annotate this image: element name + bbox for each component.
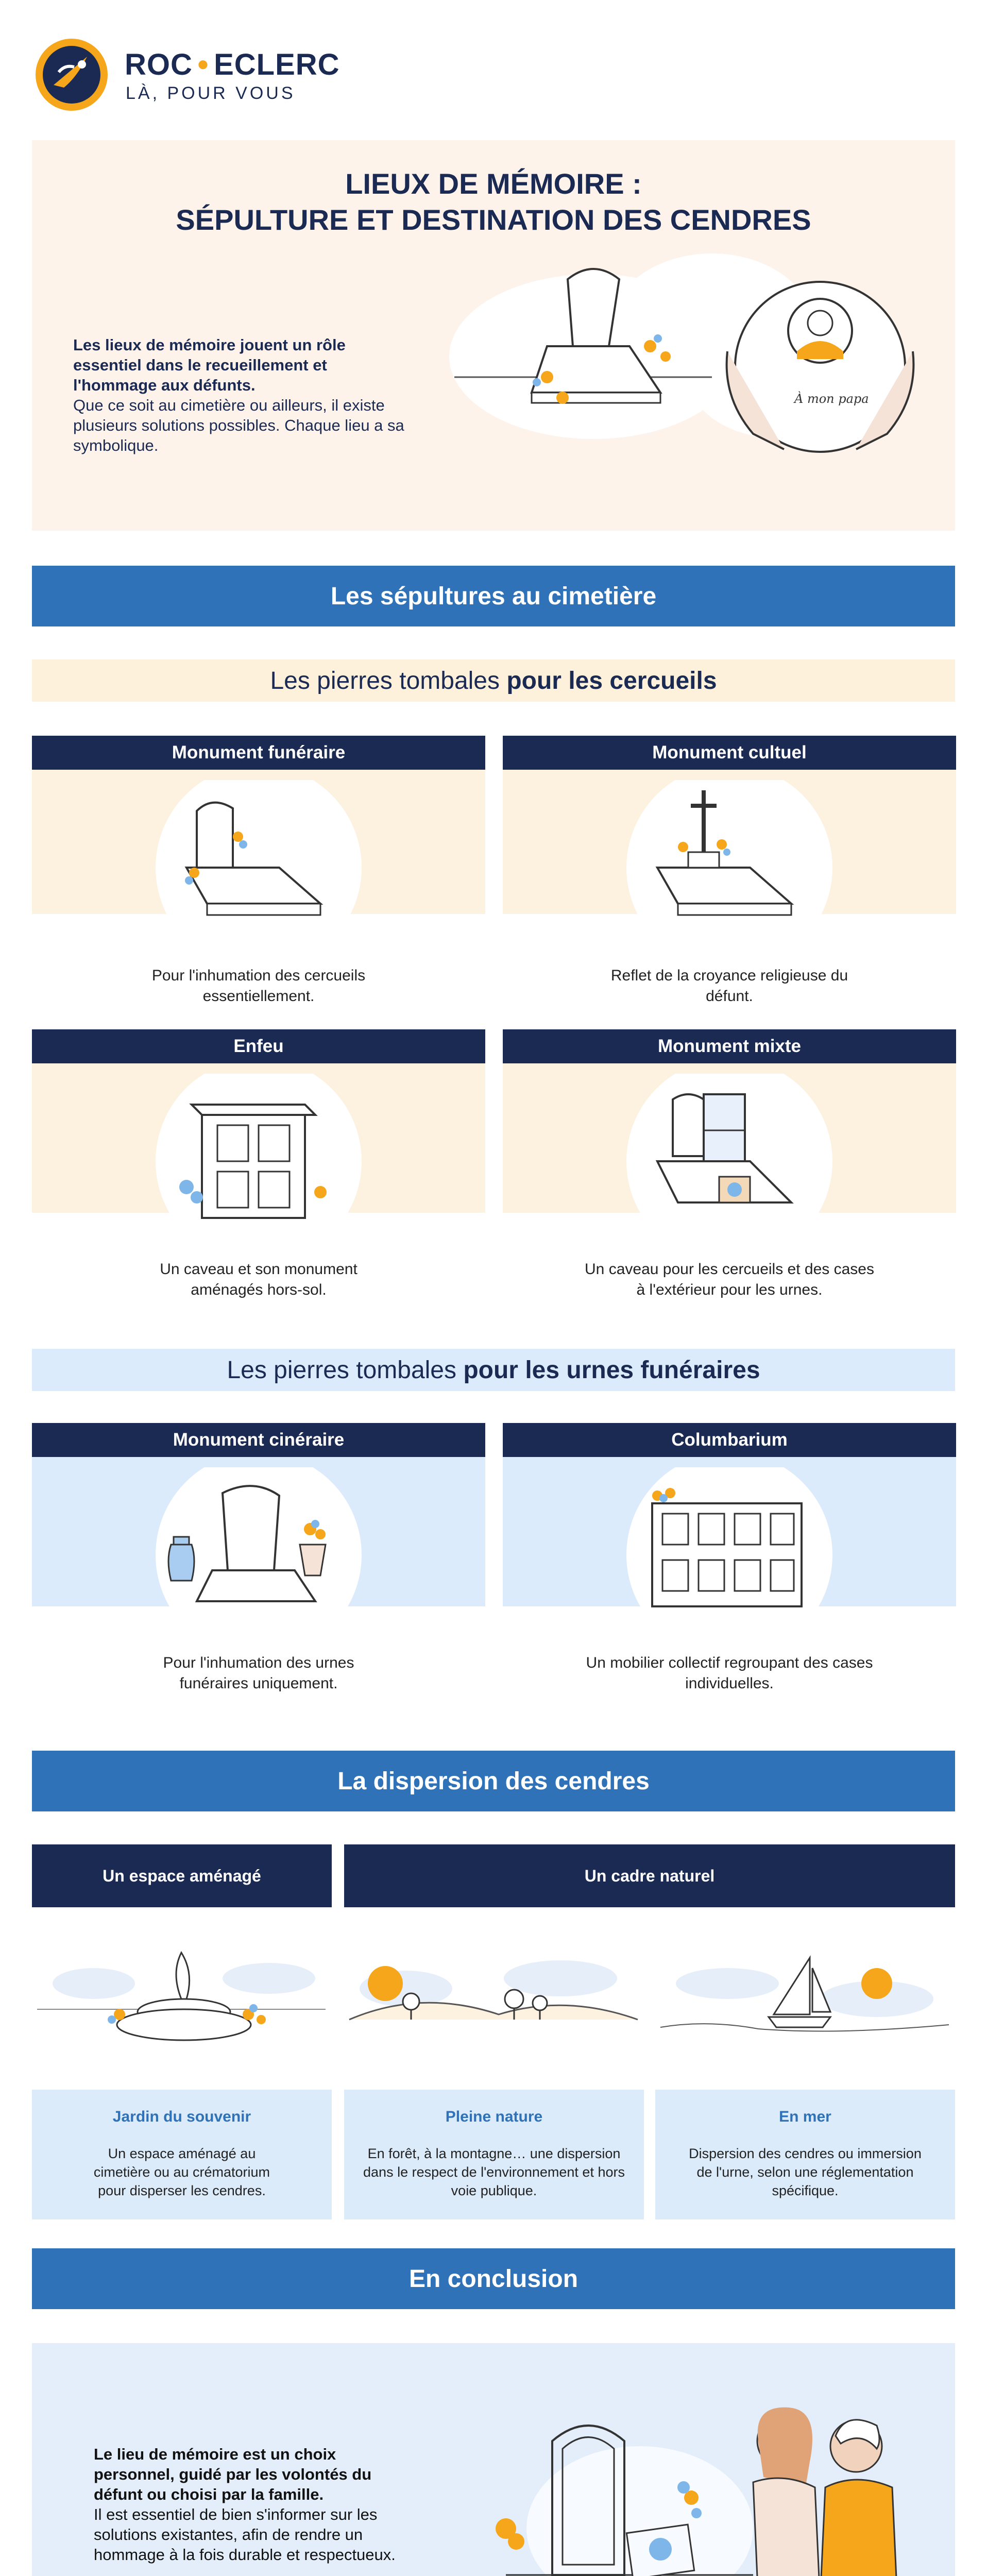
card-caption: Un mobilier collectif regroupant des cases individuelles.	[586, 1654, 873, 1692]
card-monument-cineraire	[32, 1423, 485, 1701]
intro-bold-text: Les lieux de mémoire jouent un rôle essentiel dans le recueillement et l'hommage aux défunts.	[73, 336, 346, 394]
box-text: Un espace aménagé au cimetière ou au crématorium pour disperser les cendres.	[93, 2146, 270, 2198]
intro-title-line2: SÉPULTURE ET DESTINATION DES CENDRES	[176, 204, 811, 236]
intro-panel	[32, 140, 955, 531]
columbarium-icon	[621, 1467, 838, 1637]
coffins-heading-bold: pour les cercueils	[506, 667, 717, 694]
intro-illustration	[423, 228, 949, 516]
conclusion-illustration	[485, 2359, 939, 2576]
brand-name-left: ROC	[125, 48, 193, 81]
brand-logo[interactable]	[33, 36, 394, 113]
urns-heading-normal: Les pierres tombales	[227, 1356, 464, 1384]
box-text: Dispersion des cendres ou immersion de l'urne, selon une réglementation spécifique.	[689, 2146, 922, 2198]
dispersion-box-mer	[655, 2090, 955, 2219]
sea-illustration	[655, 1942, 955, 2061]
card-caption: Pour l'inhumation des urnes funéraires uniquement.	[163, 1654, 354, 1692]
card-title: Enfeu	[32, 1029, 485, 1063]
column-header-amenage: Un espace aménagé	[32, 1844, 332, 1907]
card-caption: Pour l'inhumation des cercueils essentiellement.	[151, 967, 366, 1005]
section-banner-sepultures: Les sépultures au cimetière	[32, 566, 955, 626]
mixed-monument-icon	[621, 1074, 838, 1244]
brand-emblem-icon	[33, 36, 110, 113]
card-title: Columbarium	[503, 1423, 956, 1457]
cross-monument-icon	[621, 780, 838, 950]
card-monument-funeraire	[32, 736, 485, 1014]
conclusion-text	[94, 2444, 413, 2565]
card-caption: Reflet de la croyance religieuse du défunt.	[610, 967, 848, 1005]
coffins-heading	[32, 659, 955, 702]
dispersion-box-jardin	[32, 2090, 332, 2219]
intro-title-line1: LIEUX DE MÉMOIRE :	[345, 167, 642, 200]
card-monument-mixte	[503, 1029, 956, 1308]
card-title: Monument mixte	[503, 1029, 956, 1063]
card-title: Monument cinéraire	[32, 1423, 485, 1457]
urns-heading	[32, 1349, 955, 1391]
intro-text	[73, 335, 413, 455]
urns-heading-bold: pour les urnes funéraires	[463, 1356, 760, 1384]
card-title: Monument cultuel	[503, 736, 956, 770]
box-title: Pleine nature	[445, 2108, 543, 2125]
nature-illustration	[344, 1942, 644, 2061]
box-text: En forêt, à la montagne… une dispersion dans le respect de l'environnement et hors voie publique.	[363, 2146, 625, 2198]
card-columbarium	[503, 1423, 956, 1701]
box-title: Jardin du souvenir	[112, 2108, 251, 2125]
card-monument-cultuel	[503, 736, 956, 1014]
conclusion-panel	[32, 2343, 955, 2576]
card-caption: Un caveau pour les cercueils et des cases à l'extérieur pour les urnes.	[585, 1261, 874, 1298]
card-caption: Un caveau et son monument aménagés hors-sol.	[160, 1261, 358, 1298]
section-banner-dispersion: La dispersion des cendres	[32, 1751, 955, 1811]
section-banner-conclusion: En conclusion	[32, 2248, 955, 2309]
brand-name-right: ECLERC	[214, 48, 340, 81]
card-enfeu	[32, 1029, 485, 1308]
column-header-naturel: Un cadre naturel	[344, 1844, 955, 1907]
cinerary-monument-icon	[150, 1467, 367, 1637]
dispersion-box-nature	[344, 2090, 644, 2219]
funeral-monument-icon	[150, 780, 367, 950]
conclusion-body-text: Il est essentiel de bien s'informer sur les solutions existantes, afin de rendre un hommage à la fois durable et respectueux.	[94, 2505, 396, 2564]
enfeu-vault-icon	[150, 1074, 367, 1244]
coffins-heading-normal: Les pierres tombales	[270, 667, 507, 694]
memorial-garden-illustration	[32, 1942, 332, 2061]
card-title: Monument funéraire	[32, 736, 485, 770]
conclusion-bold-text: Le lieu de mémoire est un choix personnel, guidé par les volontés du défunt ou choisi par la famille.	[94, 2445, 372, 2503]
box-title: En mer	[779, 2108, 831, 2125]
plate-inscription: À mon papa	[794, 392, 869, 406]
intro-body-text: Que ce soit au cimetière ou ailleurs, il existe plusieurs solutions possibles. Chaque lieu a sa symbolique.	[73, 396, 404, 454]
brand-tagline: LÀ, POUR VOUS	[126, 83, 296, 103]
brand-dot-icon: ●	[196, 53, 210, 75]
